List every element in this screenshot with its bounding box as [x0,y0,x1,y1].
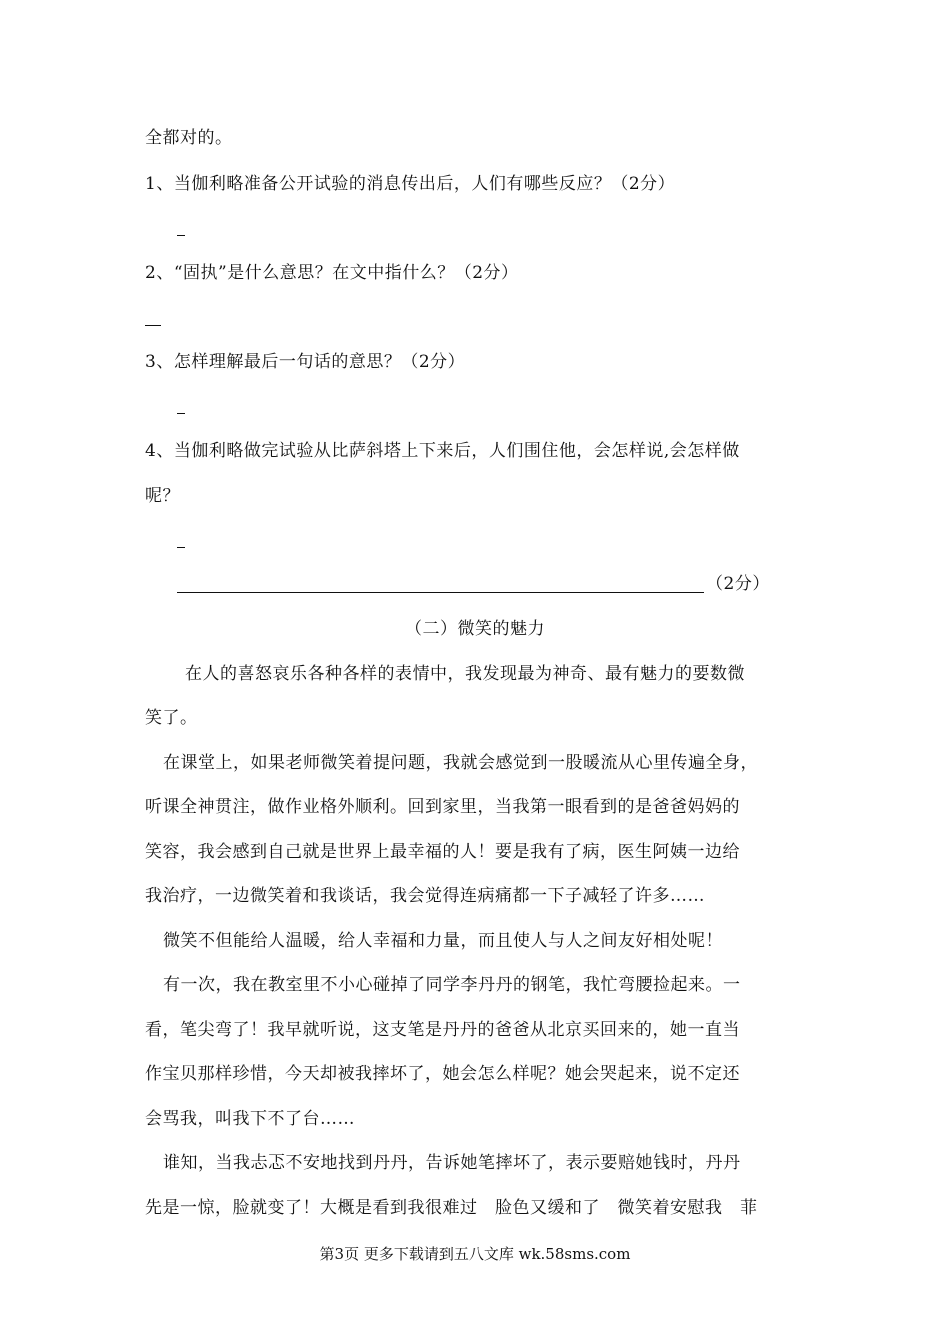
passage-line: 谁知，当我忐忑不安地找到丹丹，告诉她笔摔坏了，表示要赔她钱时，丹丹 [163,1153,741,1173]
passage-line: 在课堂上，如果老师微笑着提问题，我就会感觉到一股暖流从心里传遍全身， [163,753,758,773]
passage-line: 我治疗，一边微笑着和我谈话，我会觉得连病痛都一下子减轻了许多…… [145,886,705,906]
passage-line: 微笑不但能给人温暖，给人幸福和力量，而且使人与人之间友好相处呢！ [163,931,723,951]
answer-blank-1 [177,235,185,236]
answer-blank-3 [177,413,185,414]
question-4-line-2: 呢？ [145,486,180,506]
passage-line: 在人的喜怒哀乐各种各样的表情中，我发现最为神奇、最有魅力的要数微 [185,664,745,684]
page-footer: 第3页 更多下载请到五八文库 wk.58sms.com [319,1245,631,1263]
passage-line: 有一次，我在教室里不小心碰掉了同学李丹丹的钢笔，我忙弯腰捡起来。一 [163,975,741,995]
passage-line: 看，笔尖弯了！我早就听说，这支笔是丹丹的爸爸从北京买回来的，她一直当 [145,1020,740,1040]
passage-line: 会骂我，叫我下不了台…… [145,1109,355,1129]
question-4-score: （2分） [706,574,770,594]
answer-line-4 [177,592,704,593]
text-line: 全都对的。 [145,128,233,148]
answer-blank-2 [145,325,161,326]
passage-line: 笑了。 [145,708,198,728]
passage-line: 听课全神贯注，做作业格外顺利。回到家里，当我第一眼看到的是爸爸妈妈的 [145,797,740,817]
section-title: （二）微笑的魅力 [405,619,545,639]
passage-line: 作宝贝那样珍惜，今天却被我摔坏了，她会怎么样呢？她会哭起来，说不定还 [145,1064,740,1084]
question-4-line-1: 4、当伽利略做完试验从比萨斜塔上下来后，人们围住他，会怎样说,会怎样做 [145,441,740,461]
question-1: 1、当伽利略准备公开试验的消息传出后，人们有哪些反应？（2分） [145,174,676,194]
passage-line: 先是一惊，脸就变了！大概是看到我很难过 脸色又缓和了 微笑着安慰我 菲 [145,1198,758,1218]
passage-line: 笑容，我会感到自己就是世界上最幸福的人！要是我有了病，医生阿姨一边给 [145,842,740,862]
question-3: 3、怎样理解最后一句话的意思？（2分） [145,352,466,372]
question-2: 2、“固执”是什么意思？在文中指什么？（2分） [145,263,519,283]
answer-blank-4 [177,547,185,548]
